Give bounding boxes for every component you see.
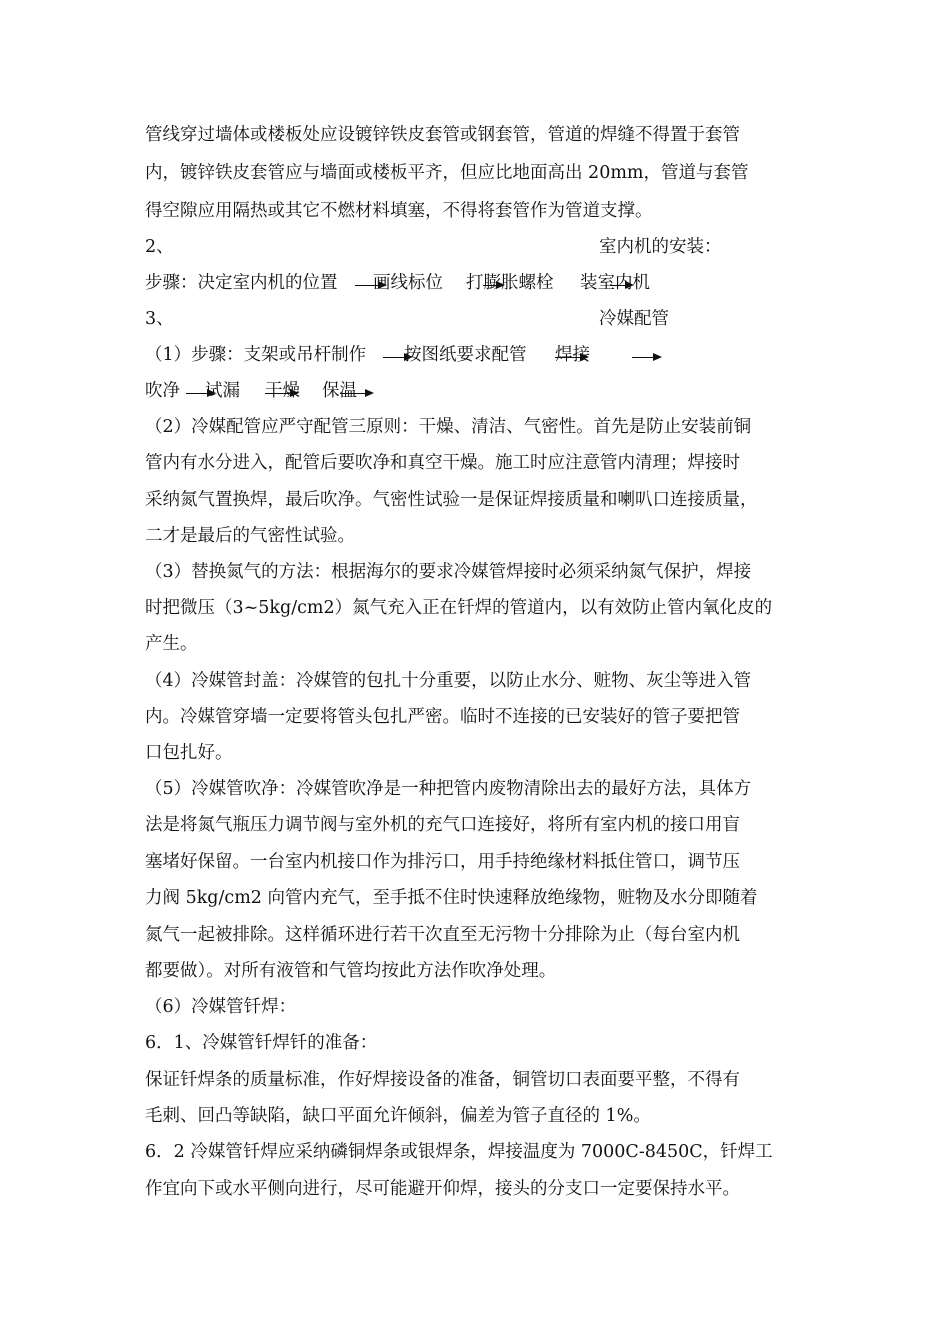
flow-arrow [632,357,660,358]
section-3-number: 3、 [145,309,174,329]
indoor-steps-prefix: 步骤：决定室内机的位置 [145,273,338,293]
flow-arrow [340,393,372,394]
paragraph-5-line-6: 都要做）。对所有液管和气管均按此方法作吹净处理。 [145,961,557,981]
section-2-title: 室内机的安装： [599,237,722,257]
paragraph-5-line-3: 塞堵好保留。一台室内机接口作为排污口，用手持绝缘材料抵住管口，调节压 [145,852,740,872]
piping-step-4: 试漏 [205,381,240,401]
paragraph-1-line-2: 内，镀锌铁皮套管应与墙面或楼板平齐，但应比地面高出 20mm，管道与套管 [145,163,749,183]
paragraph-3-line-1: （3）替换氮气的方法：根据海尔的要求冷媒管焊接时必须采纳氮气保护，焊接 [145,562,752,582]
paragraph-4-line-3: 口包扎好。 [145,743,233,763]
piping-steps-prefix: （1）步骤：支架或吊杆制作 [145,345,367,365]
heading-6-1: 6．1、冷媒管钎焊钎的准备： [145,1033,378,1053]
paragraph-5-line-4: 力阀 5kg/cm2 向管内充气，至手抵不住时快速释放绝缘物，赃物及水分即随着 [145,888,758,908]
paragraph-2-line-1: （2）冷媒配管应严守配管三原则：干燥、清洁、气密性。首先是防止安装前铜 [145,417,752,437]
indoor-step-2: 打膨胀螺栓 [466,273,554,293]
indoor-step-1: 画线标位 [373,273,443,293]
paragraph-2-line-3: 采纳氮气置换焊，最后吹净。气密性试验一是保证焊接质量和喇叭口连接质量， [145,490,758,510]
paragraph-6-1-line-2: 毛刺、回凸等缺陷，缺口平面允许倾斜，偏差为管子直径的 1%。 [145,1106,651,1126]
paragraph-6-1-line-1: 保证钎焊条的质量标准，作好焊接设备的准备，铜管切口表面要平整，不得有 [145,1070,740,1090]
section-3-title: 冷媒配管 [599,309,669,329]
paragraph-3-line-2: 时把微压（3~5kg/cm2）氮气充入正在钎焊的管道内，以有效防止管内氧化皮的 [145,598,773,618]
indoor-step-3: 装室内机 [580,273,650,293]
paragraph-5-line-5: 氮气一起被排除。这样循环进行若干次直至无污物十分排除为止（每台室内机 [145,925,740,945]
piping-step-3: 吹净 [145,381,180,401]
paragraph-3-line-3: 产生。 [145,634,198,654]
paragraph-1-line-3: 得空隙应用隔热或其它不燃材料填塞，不得将套管作为管道支撑。 [145,201,653,221]
piping-step-5: 干燥 [265,381,300,401]
section-2-number: 2、 [145,237,174,257]
paragraph-2-line-2: 管内有水分进入，配管后要吹净和真空干燥。施工时应注意管内清理；焊接时 [145,453,740,473]
piping-step-2: 焊接 [555,345,590,365]
paragraph-6-2-line-1: 6．2 冷媒管钎焊应采纳磷铜焊条或银焊条，焊接温度为 7000C-8450C，钎焊工 [145,1142,773,1162]
paragraph-2-line-4: 二才是最后的气密性试验。 [145,526,355,546]
paragraph-4-line-1: （4）冷媒管封盖：冷媒管的包扎十分重要，以防止水分、赃物、灰尘等进入管 [145,671,752,691]
paragraph-6-2-line-2: 作宜向下或水平侧向进行，尽可能避开仰焊，接头的分支口一定要保持水平。 [145,1179,740,1199]
paragraph-5-line-1: （5）冷媒管吹净：冷媒管吹净是一种把管内废物清除出去的最好方法，具体方 [145,779,752,799]
paragraph-1-line-1: 管线穿过墙体或楼板处应设镀锌铁皮套管或钢套管，管道的焊缝不得置于套管 [145,125,740,145]
paragraph-4-line-2: 内。冷媒管穿墙一定要将管头包扎严密。临时不连接的已安装好的管子要把管 [145,707,740,727]
heading-6: （6）冷媒管钎焊： [145,997,297,1017]
piping-step-1: 按图纸要求配管 [404,345,527,365]
paragraph-5-line-2: 法是将氮气瓶压力调节阀与室外机的充气口连接好，将所有室内机的接口用盲 [145,815,740,835]
piping-step-6: 保温 [322,381,357,401]
